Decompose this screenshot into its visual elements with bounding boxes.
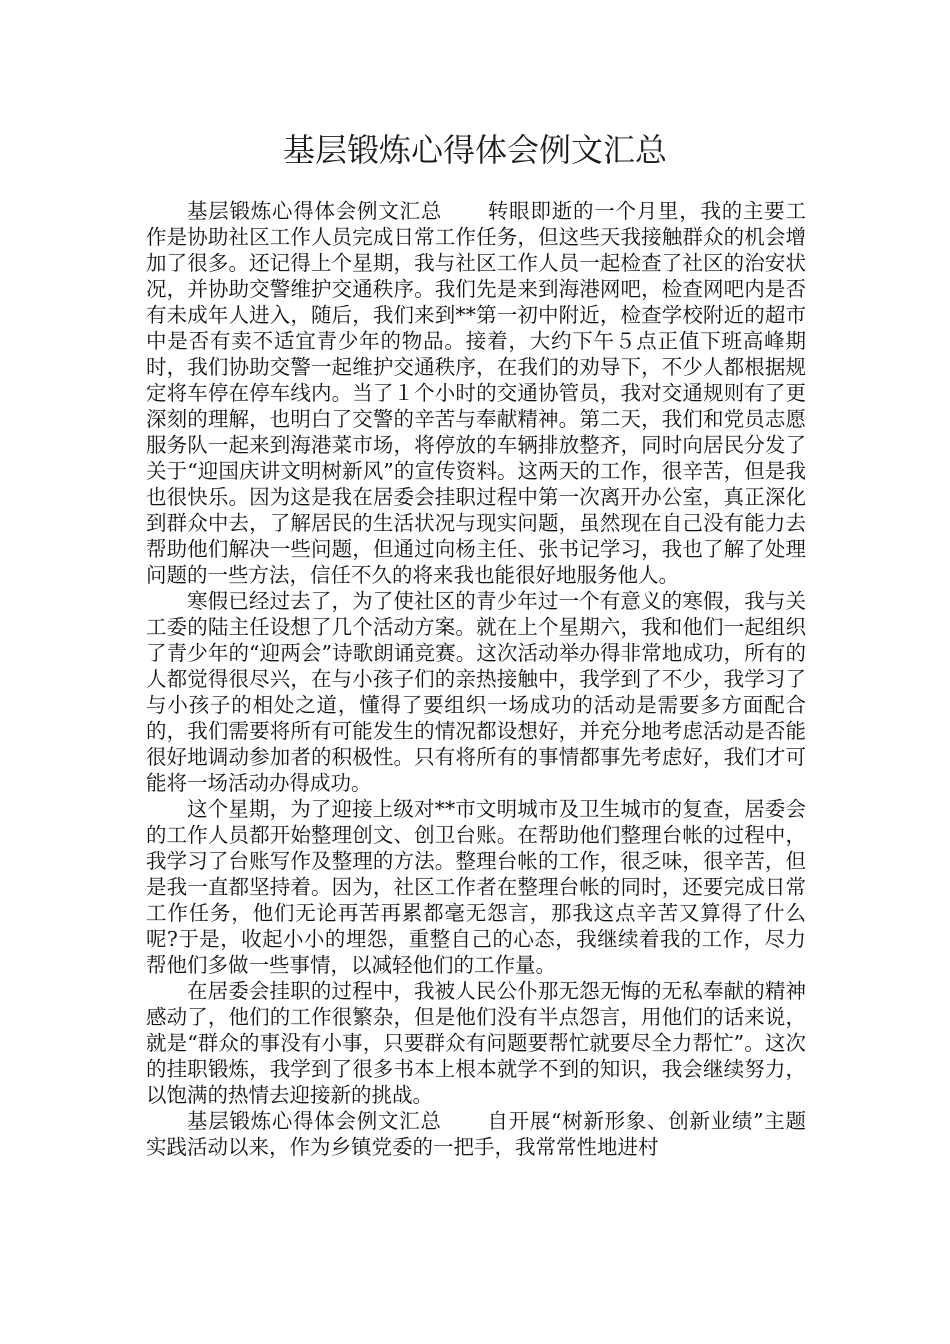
- paragraph-5: [146, 1108, 806, 1160]
- paragraph-1: [146, 198, 806, 588]
- document-title: 基层锻炼心得体会例文汇总: [282, 131, 667, 169]
- paragraph-1-text: 转眼即逝的一个月里，我的主要工作是协助社区工作人员完成日常工作任务，但这些天我接触群众的机会增加了很多。还记得上个星期，我与社区工作人员一起检查了社区的治安状况，并协助交警维护交通秩序。我们先是来到海港网吧，检查网吧内是否有未成年人进入，随后，我们来到**第一初中附近，检查学校附近的超市中是否有卖不适宜青少年的物品。接着，大约下午５点正值下班高峰期时，我们协助交警一起维护交通秩序，在我们的劝导下，不少人都根据规定将车停在停车线内。当了１个小时的交通协管员，我对交通规则有了更深刻的理解，也明白了交警的辛苦与奉献精神。第二天，我们和党员志愿服务队一起来到海港菜市场，将停放的车辆排放整齐，同时向居民分发了关于“迎国庆讲文明树新风”的宣传资料。这两天的工作，很辛苦，但是我也很快乐。因为这是我在居委会挂职过程中第一次离开办公室，真正深化到群众中去，了解居民的生活状况与现实问题，虽然现在自己没有能力去帮助他们解决一些问题，但通过向杨主任、张书记学习，我也了解了处理问题的一些方法，信任不久的将来我也能很好地服务他人。: [146, 199, 807, 587]
- paragraph-4-text: 在居委会挂职的过程中，我被人民公仆那无怨无悔的无私奉献的精神感动了，他们的工作很繁杂，但是他们没有半点怨言，用他们的话来说，就是“群众的事没有小事，只要群众有问题要帮忙就要尽全力帮忙”。这次的挂职锻炼，我学到了很多书本上根本就学不到的知识，我会继续努力，以饱满的热情去迎接新的挑战。: [146, 979, 806, 1107]
- paragraph-5-text: 自开展“树新形象、创新业绩”主题实践活动以来，作为乡镇党委的一把手，我常常性地进村: [146, 1109, 806, 1159]
- paragraph-4: [146, 978, 806, 1108]
- paragraph-5-lead: 基层锻炼心得体会例文汇总: [187, 1109, 442, 1133]
- paragraph-3-text: 这个星期，为了迎接上级对**市文明城市及卫生城市的复查，居委会的工作人员都开始整理创文、创卫台账。在帮助他们整理台帐的过程中，我学习了台账写作及整理的方法。整理台帐的工作，很乏味，很辛苦，但是我一直都坚持着。因为，社区工作者在整理台帐的同时，还要完成日常工作任务，他们无论再苦再累都毫无怨言，那我这点辛苦又算得了什么呢?于是，收起小小的埋怨，重整自己的心态，我继续着我的工作，尽力帮他们多做一些事情，以减轻他们的工作量。: [146, 797, 806, 977]
- paragraph-2-text: 寒假已经过去了，为了使社区的青少年过一个有意义的寒假，我与关工委的陆主任设想了几个活动方案。就在上个星期六，我和他们一起组织了青少年的“迎两会”诗歌朗诵竞赛。这次活动举办得非常地成功，所有的人都觉得很尽兴，在与小孩子们的亲热接触中，我学到了不少，我学习了与小孩子的相处之道，懂得了要组织一场成功的活动是需要多方面配合的，我们需要将所有可能发生的情况都设想好，并充分地考虑活动是否能很好地调动参加者的积极性。只有将所有的事情都事先考虑好，我们才可能将一场活动办得成功。: [146, 589, 806, 795]
- paragraph-2: [146, 588, 806, 796]
- paragraph-1-lead: 基层锻炼心得体会例文汇总: [187, 199, 443, 223]
- document-body: [146, 198, 806, 1160]
- paragraph-3: [146, 796, 806, 978]
